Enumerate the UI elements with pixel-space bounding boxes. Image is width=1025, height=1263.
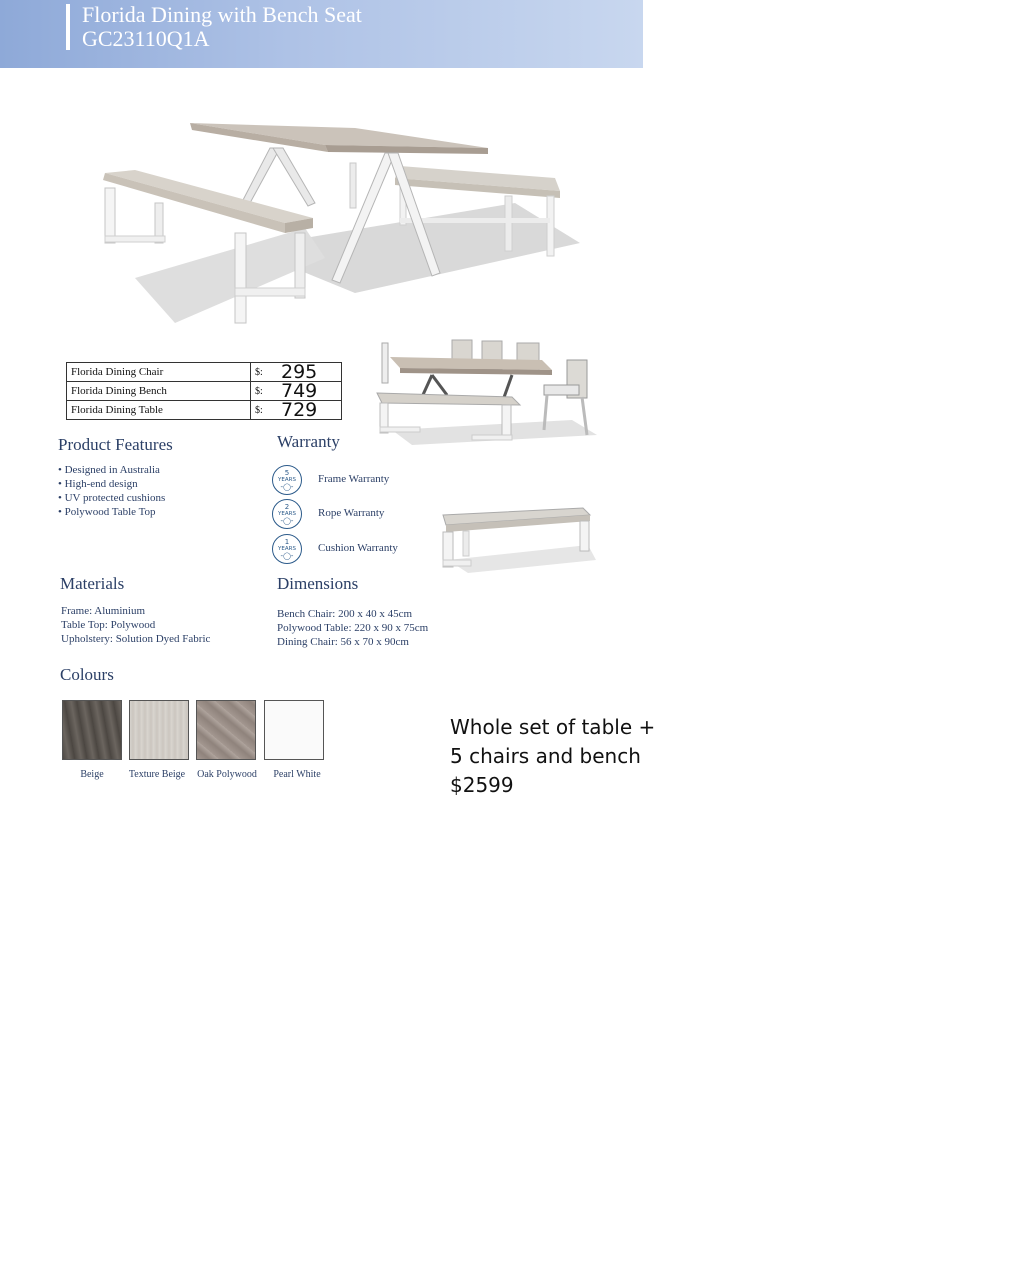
dimension-item: Polywood Table: 220 x 90 x 75cm bbox=[277, 622, 429, 634]
banner-accent-bar bbox=[66, 4, 70, 50]
warranty-badge-icon: 1 YEARS -◯- bbox=[272, 534, 302, 564]
warranty-heading: Warranty bbox=[277, 432, 340, 451]
title-banner bbox=[0, 0, 643, 68]
price-value: 295 bbox=[277, 363, 342, 382]
material-item: Frame: Aluminium bbox=[61, 605, 146, 617]
warranty-label: Rope Warranty bbox=[318, 507, 385, 519]
materials-heading: Materials bbox=[60, 574, 125, 593]
promo-price: $2599 bbox=[450, 773, 514, 797]
colour-swatch-pearl-white bbox=[264, 700, 324, 760]
colour-swatch-oak-polywood bbox=[196, 700, 256, 760]
warranty-row bbox=[272, 534, 442, 566]
hero-product-image bbox=[95, 108, 595, 333]
promo-text bbox=[450, 713, 655, 800]
dimensions-heading: Dimensions bbox=[277, 574, 359, 593]
warranty-label: Cushion Warranty bbox=[318, 542, 398, 554]
material-item: Upholstery: Solution Dyed Fabric bbox=[61, 633, 211, 645]
price-item-name: Florida Dining Chair bbox=[67, 363, 251, 382]
bench-image bbox=[438, 505, 596, 575]
promo-line: 5 chairs and bench bbox=[450, 744, 641, 768]
warranty-row bbox=[272, 499, 442, 531]
price-table bbox=[66, 362, 342, 420]
table-row bbox=[67, 363, 342, 382]
price-item-name: Florida Dining Table bbox=[67, 401, 251, 420]
list-item: • UV protected cushions bbox=[58, 491, 165, 505]
page-cutoff-mask bbox=[55, 783, 355, 793]
warranty-row bbox=[272, 465, 442, 497]
features-list bbox=[58, 463, 165, 519]
colour-label: Beige bbox=[80, 769, 104, 780]
warranty-label: Frame Warranty bbox=[318, 473, 390, 485]
price-currency: $: bbox=[251, 363, 278, 382]
dimension-item: Bench Chair: 200 x 40 x 45cm bbox=[277, 608, 413, 620]
colour-swatch-beige bbox=[62, 700, 122, 760]
colour-label: Pearl White bbox=[273, 769, 321, 780]
colours-heading: Colours bbox=[60, 665, 114, 684]
dimension-item: Dining Chair: 56 x 70 x 90cm bbox=[277, 636, 409, 648]
warranty-badge-icon: 2 YEARS -◯- bbox=[272, 499, 302, 529]
colour-swatch-texture-beige bbox=[129, 700, 189, 760]
colour-label: Oak Polywood bbox=[197, 769, 257, 780]
promo-line: Whole set of table + bbox=[450, 715, 656, 739]
price-value: 729 bbox=[277, 401, 342, 420]
features-heading: Product Features bbox=[58, 435, 173, 454]
product-title: Florida Dining with Bench Seat bbox=[82, 2, 362, 27]
material-item: Table Top: Polywood bbox=[61, 619, 156, 631]
colour-label: Texture Beige bbox=[128, 769, 186, 780]
price-value: 749 bbox=[277, 382, 342, 401]
table-row bbox=[67, 382, 342, 401]
list-item: • Polywood Table Top bbox=[58, 505, 165, 519]
table-row bbox=[67, 401, 342, 420]
price-item-name: Florida Dining Bench bbox=[67, 382, 251, 401]
list-item: • Designed in Australia bbox=[58, 463, 165, 477]
list-item: • High-end design bbox=[58, 477, 165, 491]
price-currency: $: bbox=[251, 401, 278, 420]
dining-set-image bbox=[372, 335, 602, 447]
price-currency: $: bbox=[251, 382, 278, 401]
warranty-badge-icon: 5 YEARS -◯- bbox=[272, 465, 302, 495]
product-code: GC23110Q1A bbox=[82, 26, 210, 51]
